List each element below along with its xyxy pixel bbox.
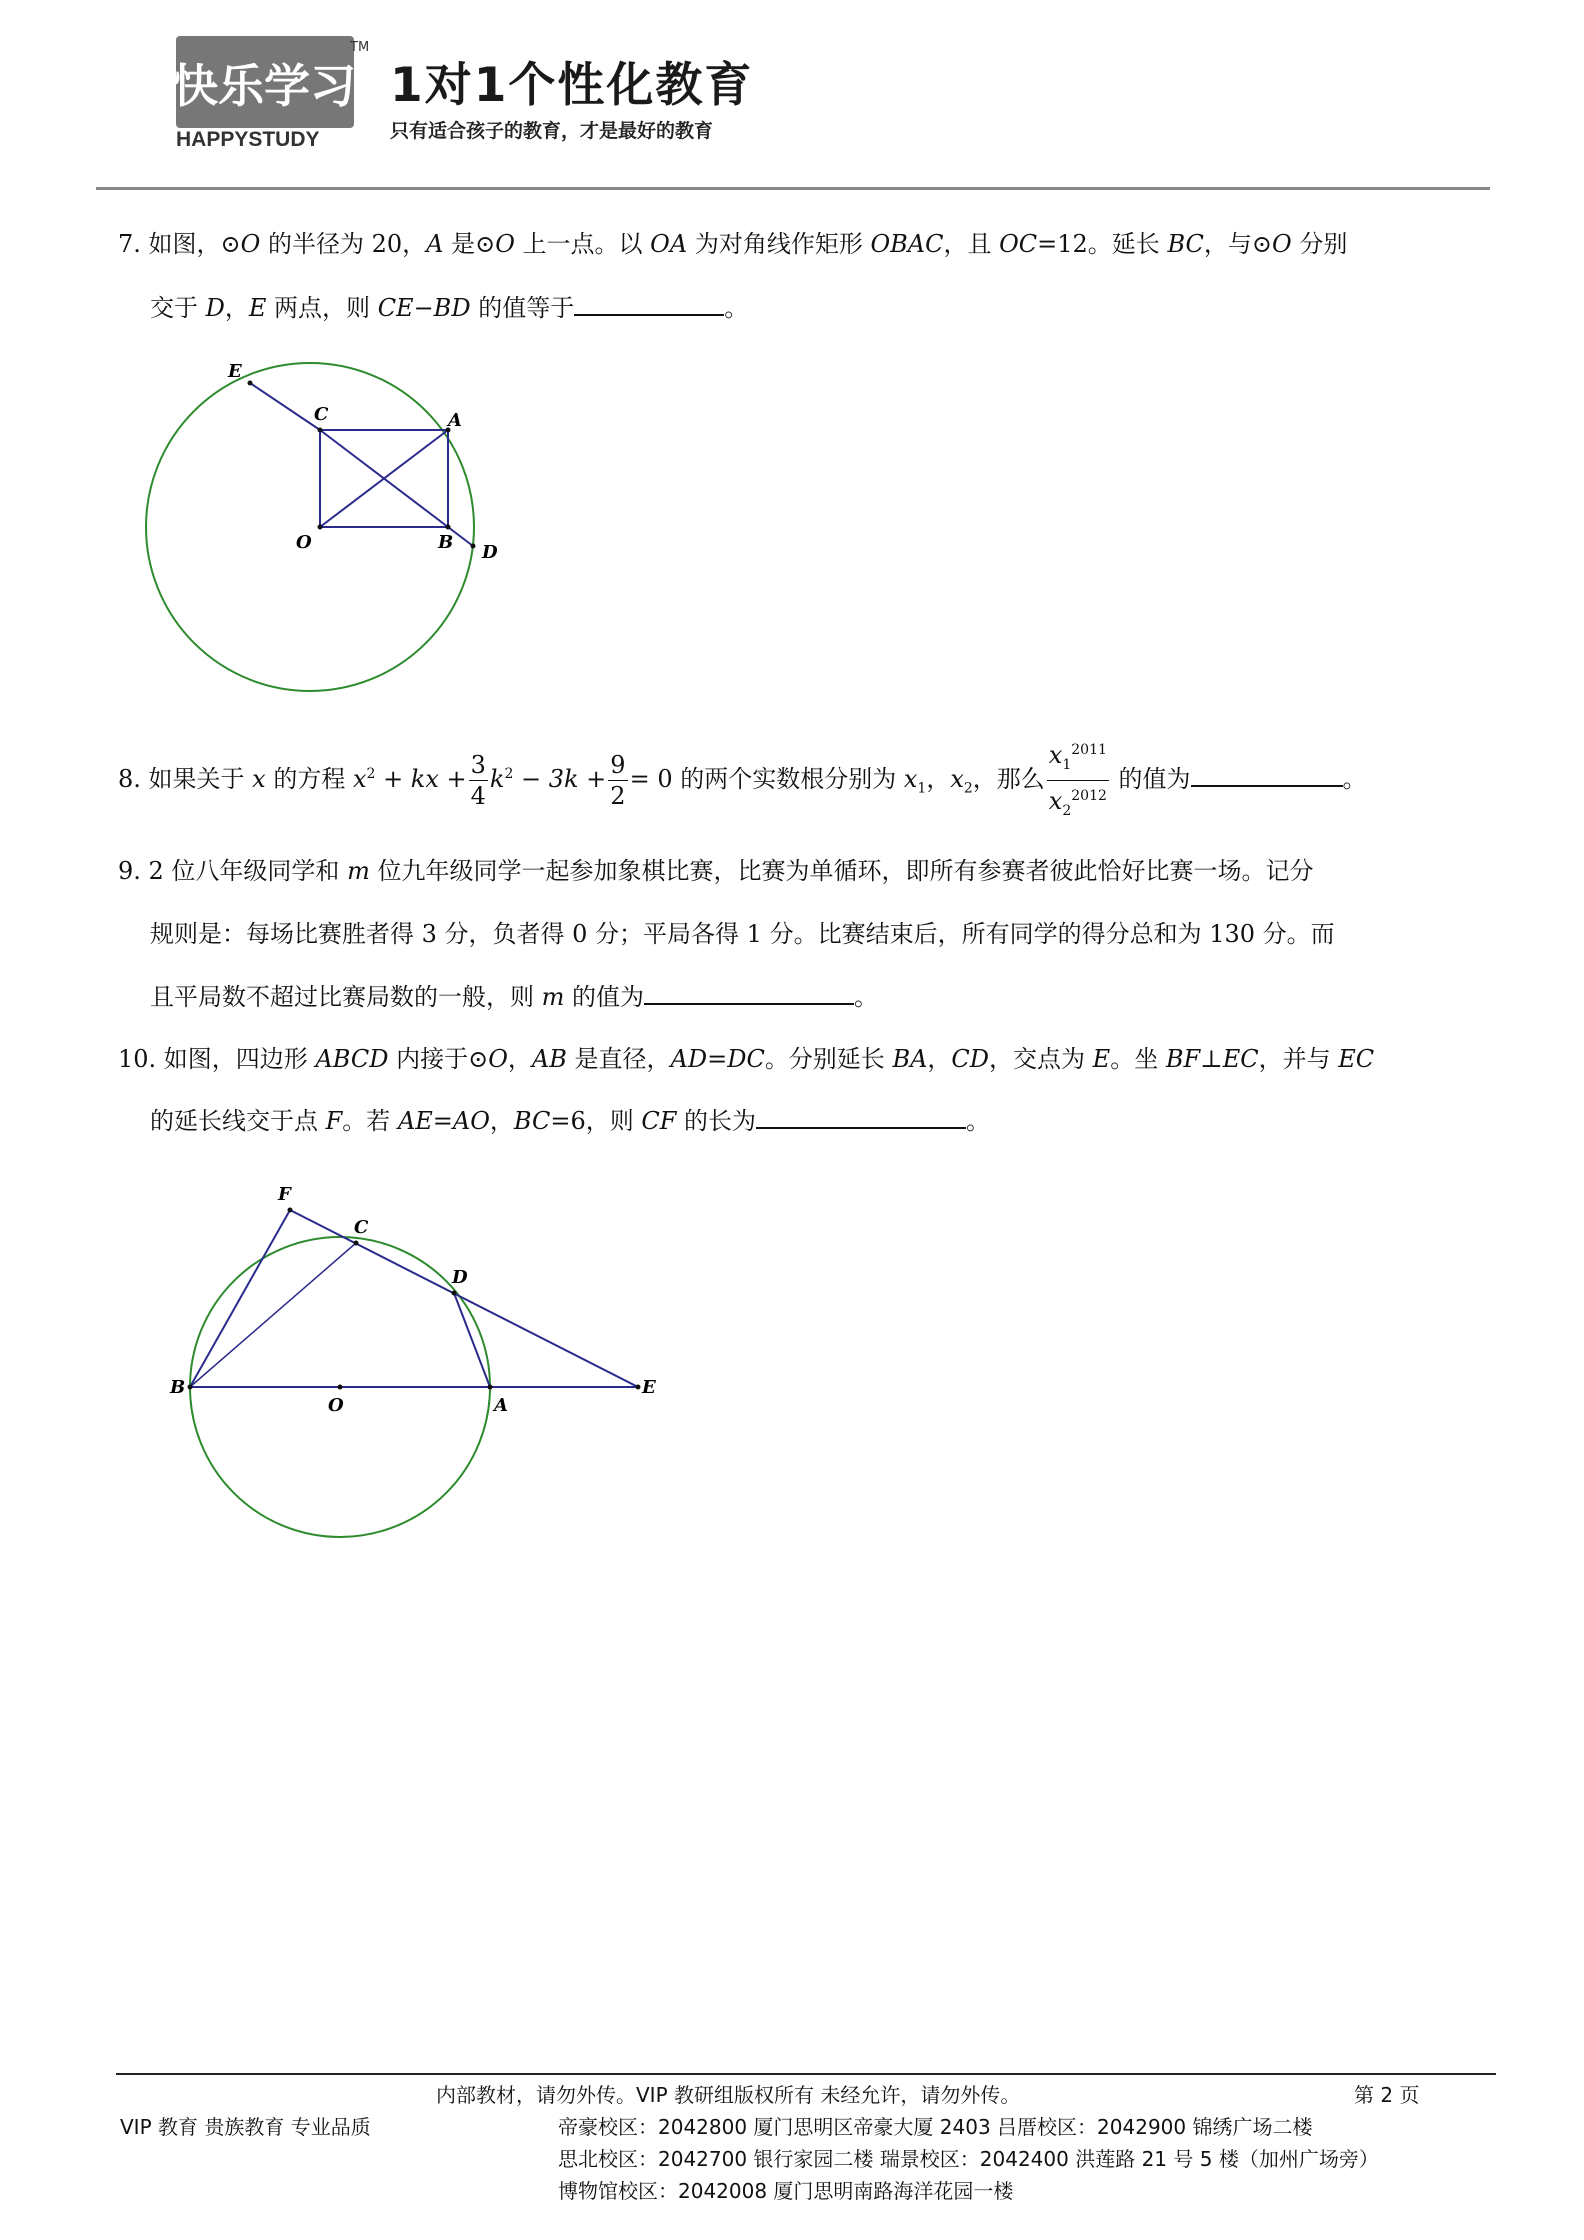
- footer-campus-line2: 思北校区：2042700 银行家园二楼 瑞景校区：2042400 洪莲路 21 号 5 楼（加州广场旁）: [558, 2147, 1379, 2171]
- header-divider: [96, 187, 1490, 190]
- q10-label-B: B: [170, 1377, 186, 1398]
- q7-line1: 7. 如图，⊙O 的半径为 20，A 是⊙O 上一点。以 OA 为对角线作矩形 OBAC，且 OC=12。延长 BC，与⊙O 分别: [118, 230, 1348, 258]
- footer-campus-line3: 博物馆校区：2042008 厦门思明南路海洋花园一楼: [558, 2179, 1014, 2203]
- footer-divider: [116, 2073, 1496, 2075]
- footer-page-number: 第 2 页: [1354, 2083, 1420, 2107]
- q7-answer-blank: [574, 290, 724, 316]
- q7-label-O: O: [296, 532, 312, 553]
- q9-line2: 规则是：每场比赛胜者得 3 分，负者得 0 分；平局各得 1 分。比赛结束后，所有同学的得分总和为 130 分。而: [150, 920, 1335, 948]
- q10-line-DA: [454, 1293, 490, 1387]
- q7-label-D: D: [482, 542, 498, 563]
- q8-fraction-3-4: $\frac{3}{4}$: [470, 750, 486, 810]
- q8-line: 8. 如果关于 x 的方程 $x^2$ + kx + $\frac{3}{4}$ $k^2 - 3k$ + $\frac{9}{2}$ = 0 的两个实数根分别为 $x_1$，$x_2$，那么 $\frac{x_1^{2011}}{x_2^{2012}}$ 的值为 。: [118, 735, 1367, 826]
- q7-label-B: B: [438, 532, 454, 553]
- q10-label-E: E: [642, 1377, 656, 1398]
- brand-slogan: 只有适合孩子的教育，才是最好的教育: [390, 120, 714, 142]
- q10-line-BC: [190, 1243, 356, 1387]
- q8-answer-blank: [1191, 761, 1343, 787]
- q7-label-A: A: [448, 410, 462, 431]
- q10-label-A: A: [494, 1395, 508, 1416]
- q7-label-C: C: [314, 404, 329, 425]
- q10-figure: [160, 1175, 680, 1545]
- brand-title: 1对1个性化教育: [390, 58, 754, 113]
- q10-label-D: D: [452, 1267, 468, 1288]
- q9-answer-blank: [644, 979, 854, 1005]
- logo-chinese-text: 快乐学习: [176, 59, 356, 113]
- footer-notice: 内部教材，请勿外传。VIP 教研组版权所有 未经允许，请勿外传。: [436, 2083, 1021, 2107]
- q10-label-O: O: [328, 1395, 344, 1416]
- q10-line1: 10. 如图，四边形 ABCD 内接于⊙O，AB 是直径，AD=DC。分别延长 BA，CD，交点为 E。坐 BF⊥EC，并与 EC: [118, 1045, 1375, 1073]
- logo-tm: TM: [350, 40, 370, 55]
- q10-label-F: F: [278, 1184, 291, 1205]
- footer-tagline: VIP 教育 贵族教育 专业品质: [120, 2115, 371, 2139]
- q10-line2: 的延长线交于点 F。若 AE=AO，BC=6，则 CF 的长为 。: [150, 1103, 990, 1139]
- logo-english: HAPPYSTUDY: [176, 128, 320, 151]
- q9-line3: 且平局数不超过比赛局数的一般，则 m 的值为 。: [150, 979, 878, 1015]
- q7-figure: [140, 350, 520, 700]
- q9-line1: 9. 2 位八年级同学和 m 位九年级同学一起参加象棋比赛，比赛为单循环，即所有参赛者彼此恰好比赛一场。记分: [118, 857, 1314, 885]
- q8-fraction-9-2: $\frac{9}{2}$: [610, 750, 626, 810]
- q10-answer-blank: [756, 1103, 966, 1129]
- q10-line-FE: [290, 1210, 638, 1387]
- q7-line-EC: [250, 383, 320, 430]
- footer-campus-line1: 帝豪校区：2042800 厦门思明区帝豪大厦 2403 吕厝校区：2042900 锦绣广场二楼: [558, 2115, 1313, 2139]
- q10-line-BF: [190, 1210, 290, 1387]
- q7-label-E: E: [228, 361, 242, 382]
- q10-label-C: C: [354, 1217, 369, 1238]
- q7-line2: 交于 D，E 两点，则 CE−BD 的值等于 。: [150, 290, 748, 326]
- q8-ratio-fraction: $\frac{x_1^{2011}}{x_2^{2012}}$: [1047, 735, 1109, 826]
